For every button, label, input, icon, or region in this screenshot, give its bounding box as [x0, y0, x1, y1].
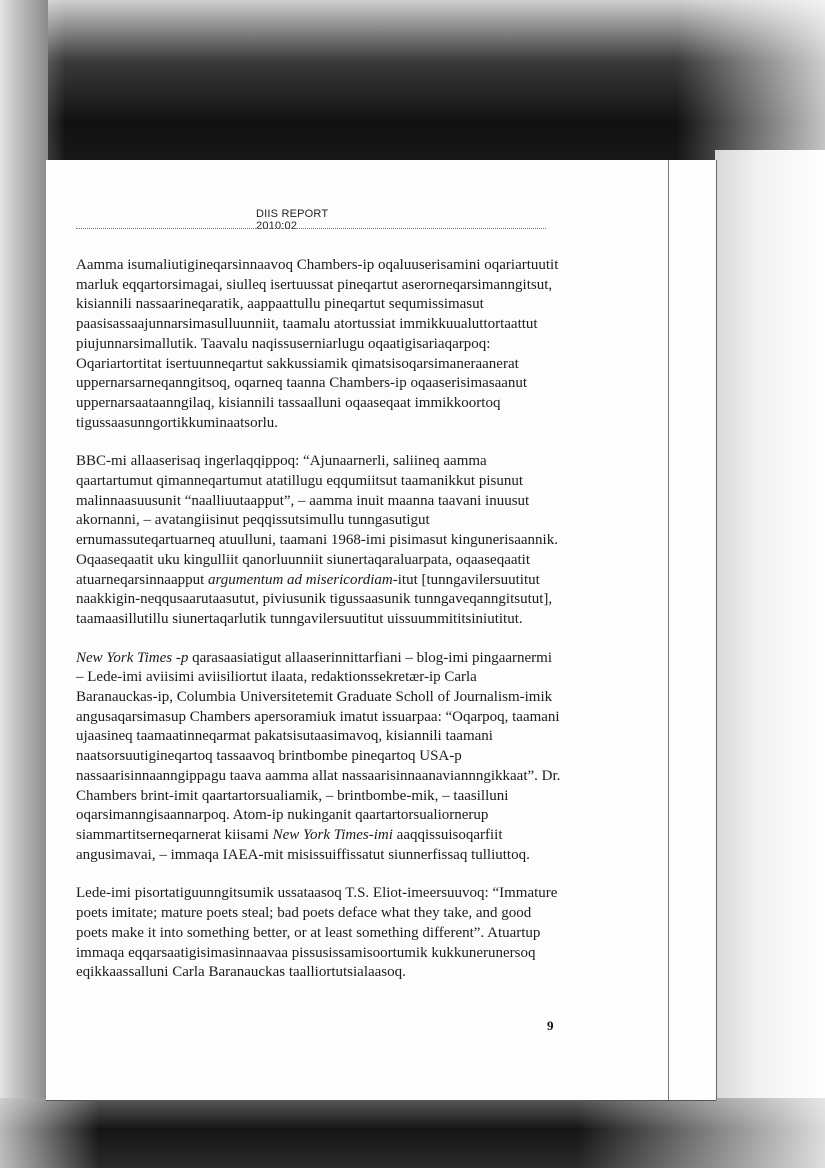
text-run: BBC-mi allaaserisaq ingerlaqqippoq: “Ajunaarnerli, saliineq aamma qaartartumut qimanneqartumut atatillugu eqqumiitsut taamanikkut pisunut malinnaasuusunit “naalliuutaapput”, – aamma inuit maanna taavani inuusut akornanni, – avatangiisinut peqqissutsimullu tunngasutigut ernumassuteqartuarneq atuulluni, taamani 1968-imi pisimasut kingunerisaannik. Oqaaseqaatit uku kingulliit qanorluunniit siunertaqaraluarpata, oqaaseqaatit atuarneqarsinnaapput	[76, 453, 558, 588]
scanner-shadow-top-fade	[0, 0, 825, 175]
body-text	[76, 256, 562, 1002]
text-run: aaqqissuisoqarfiit angusimavai, – immaqa IAEA-mit misissuiffissatut siunnerfissaq tulliuttoq.	[76, 826, 530, 863]
text-run: -itut [tunngavilersuutitut naakkigin-neqqusaarutaasutut, piviusunik tigussaasunik tunngaveqanngitsutut], taamaasillutillu siunertaqarlutik tunngavilersuutitut uissuummititsiniutitut.	[76, 571, 553, 627]
running-header: DIIS REPORT 2010:02	[256, 208, 329, 232]
paragraph	[76, 649, 562, 866]
page-number: 9	[547, 1018, 554, 1033]
italic-run: -p	[175, 649, 189, 666]
scanner-margin-right	[715, 150, 825, 1110]
italic-run: New York Times	[76, 649, 173, 666]
header-rule	[76, 228, 546, 229]
page-edge	[668, 160, 719, 1100]
text-run: Lede-imi pisortatiguunngitsumik ussataasoq T.S. Eliot-imeersuuvoq: “Immature poets imitate; mature poets steal; bad poets deface what they take, and good poets make it into something better, or at least something different”. Atuartup immaqa eqqarsaatigisimasinnaavaa pissusissamisoortumik kukkunerunersoq eqikkaassalluni Carla Baranauckas taalliortutsialaasoq.	[76, 885, 558, 981]
scanner-shadow-left	[0, 0, 48, 1168]
italic-run: New York Times-imi	[272, 826, 393, 843]
text-run: qarasaasiatigut allaaserinnittarfiani – blog-imi pingaarnermi – Lede-imi aviisimi aviisiliortut ilaata, redaktionssekretær-ip Carla Baranauckas-ip, Columbia Universitetemit Graduate Scholl of Journalism-imik angusaqarsimasup Chambers apersoramiuk imatut issuarpaa: “Oqarpoq, taamani ujaasineq taamaatinneqarmat pakatsisutaasimavoq, kisiannili taamani naatsorsuutigineqartoq tassaavoq brintbombe pineqartoq USA-p nassaarisinnaanngippagu taava aamma allat nassaarisinnaanaviannngikkaat”. Dr. Chambers brint-imit qaartartorsualiamik, – brintbombe-mik, – taasilluni oqarsimanngisaannarpoq. Atom-ip nukinganit qaartartorsualiornerup siammartitserneqarnerat kiisami	[76, 649, 561, 843]
paragraph	[76, 452, 562, 629]
italic-run: argumentum ad misericordiam	[208, 571, 393, 588]
paragraph	[76, 884, 562, 983]
scanner-shadow-bottom-fade	[0, 1098, 825, 1168]
text-run: Aamma isumaliutigineqarsinnaavoq Chambers-ip oqaluuserisamini oqariartuutit marluk eqqartorsimagai, siulleq isertuussat pineqartut aserorneqarsimanngitsut, kisiannili nassaarineqaratik, aappaattullu pineqartut sequmissimasut paasisassaajunnarsimasulluunniit, taamalu atortussiat immikkuualuttortaattut piujunnarsimallutik. Taavalu naqissuserniarlugu oqaatigisariaqarpoq: Oqariartortitat isertuunneqartut sakkussiamik qimatsisoqarsimaneraanerat uppernarsarneqanngitsoq, oqarneq taanna Chambers-ip oqaaserisimasaanut uppernarsaataanngilaq, kisiannili tassaalluni oqaaseqaat immikkoortoq tigussaasunngortikkuminaatsorlu.	[76, 257, 559, 431]
paragraph	[76, 256, 562, 433]
